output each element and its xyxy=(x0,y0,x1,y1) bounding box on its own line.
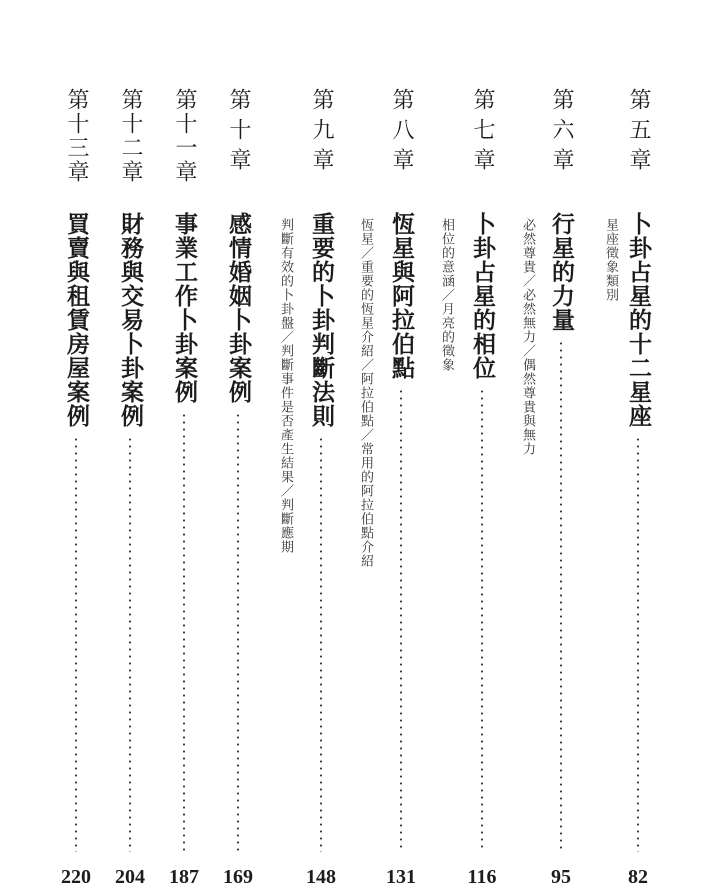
chapter-subtitle: 必然尊貴／必然無力／偶然尊貴與無力 xyxy=(520,218,535,456)
toc-entry-chapter-13 xyxy=(60,0,120,887)
leader-dots xyxy=(183,412,185,852)
page-number: 148 xyxy=(306,866,336,888)
chapter-label: 第十一章 xyxy=(172,88,197,184)
toc-entry-chapter-6 xyxy=(520,0,605,888)
chapter-label: 第七章 xyxy=(470,88,495,178)
toc-entry-chapter-10 xyxy=(222,0,282,887)
chapter-label: 第十三章 xyxy=(64,88,89,184)
page-number: 131 xyxy=(386,866,416,888)
chapter-title: 恆星與阿拉伯點 xyxy=(388,212,415,380)
chapter-title: 財務與交易卜卦案例 xyxy=(117,212,144,428)
toc-entry-chapter-11 xyxy=(168,0,228,887)
chapter-label: 第十二章 xyxy=(118,88,143,184)
page-number: 82 xyxy=(628,866,648,888)
leader-dots xyxy=(560,340,562,852)
leader-dots xyxy=(481,388,483,852)
chapter-label: 第五章 xyxy=(626,88,651,178)
page-number: 220 xyxy=(61,866,91,888)
chapter-title: 事業工作卜卦案例 xyxy=(171,212,198,404)
leader-dots xyxy=(637,436,639,852)
chapter-label: 第八章 xyxy=(389,88,414,178)
chapter-title: 買賣與租賃房屋案例 xyxy=(63,212,90,428)
toc-entry-chapter-7 xyxy=(439,0,526,888)
toc-entry-chapter-9 xyxy=(278,0,365,888)
leader-dots xyxy=(237,412,239,852)
chapter-title: 行星的力量 xyxy=(548,212,575,332)
chapter-title: 卜卦占星的相位 xyxy=(469,212,496,380)
chapter-subtitle: 星座徵象類別 xyxy=(603,218,618,302)
chapter-title: 卜卦占星的十二星座 xyxy=(625,212,652,428)
chapter-label: 第六章 xyxy=(549,88,574,178)
chapter-subtitle: 相位的意涵／月亮的徵象 xyxy=(439,218,454,372)
leader-dots xyxy=(320,436,322,852)
page-number: 187 xyxy=(169,866,199,888)
chapter-label: 第九章 xyxy=(309,88,334,178)
toc-entry-chapter-8 xyxy=(358,0,445,888)
leader-dots xyxy=(129,436,131,852)
chapter-title: 重要的卜卦判斷法則 xyxy=(308,212,335,428)
page-number: 169 xyxy=(223,866,253,888)
leader-dots xyxy=(75,436,77,852)
leader-dots xyxy=(400,388,402,852)
page-number: 116 xyxy=(467,866,497,888)
chapter-label: 第十章 xyxy=(226,88,251,178)
chapter-subtitle: 恆星／重要的恆星介紹／阿拉伯點／常用的阿拉伯點介紹 xyxy=(358,218,373,568)
chapter-subtitle: 判斷有效的卜卦盤／判斷事件是否產生結果／判斷應期 xyxy=(278,218,293,554)
page-number: 95 xyxy=(551,866,571,888)
toc-entry-chapter-5 xyxy=(603,0,682,888)
toc-entry-chapter-12 xyxy=(114,0,174,887)
chapter-title: 感情婚姻卜卦案例 xyxy=(225,212,252,404)
page-number: 204 xyxy=(115,866,145,888)
